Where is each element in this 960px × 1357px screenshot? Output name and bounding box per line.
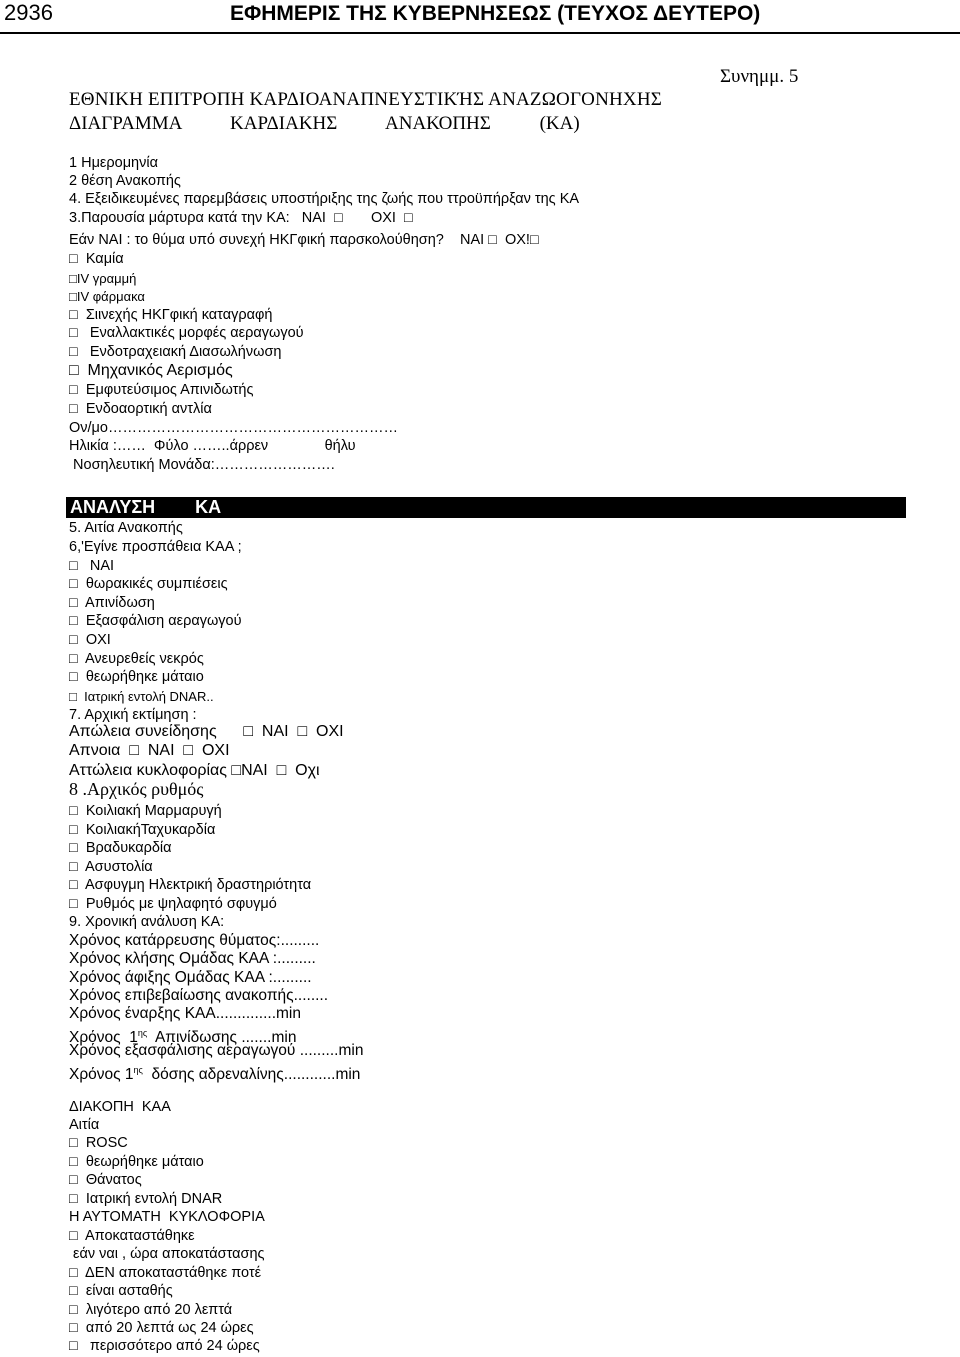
prior-interventions-heading: 4. Εξειδικευμένες παρεμβάσεις υποστήριξης της ζωής που ττροϋπήρξαν της ΚΑ (69, 191, 580, 207)
option-more-24h: □ περισσότερο από 24 ώρες (69, 1338, 260, 1354)
option-vt: □ ΚοιλιακήΤαχυκαρδία (69, 822, 216, 838)
option-dnar: □ Ιατρική εντολή DNAR.. (69, 689, 214, 704)
option-continuous-ecg: □ Σιινεχής ΗΚΓφική καταγραφή (69, 307, 273, 323)
option-bradycardia: □ Βραδυκαρδία (69, 840, 172, 856)
option-restored: □ Αποκαταστάθηκε (69, 1228, 195, 1244)
initial-assessment-heading: 7. Αρχική εκτίμηση : (69, 707, 197, 723)
cpr-start-time-field: Χρόνος έναρξης ΚΑΑ..............min (69, 1005, 301, 1022)
option-iv-drugs: □IV φάρμακα (69, 289, 145, 304)
analysis-section-title: ΑΝΑΛΥΣΗ ΚΑ (70, 497, 222, 517)
cpr-termination-heading: ΔΙΑΚΟΠΗ ΚΑΑ (69, 1099, 171, 1115)
cause-label: Αιτία (69, 1117, 100, 1133)
option-unstable: □ είναι ασταθής (69, 1283, 173, 1299)
loss-of-circulation-question: Αττώλεια κυκλοφορίας □ΝΑΙ □ Οχι (69, 762, 320, 779)
option-rosc: □ ROSC (69, 1135, 128, 1151)
option-less-20-min: □ λιγότερο από 20 λεπτά (69, 1302, 233, 1318)
committee-title: ΕΘΝΙΚΗ ΕΠΙΤΡΟΠΗ ΚΑΡΔΙΟΑΝΑΠΝΕΥΣΤΙΚΉΣ ΑΝΑΖΩΟΓΟΝΗΧΗΣ (69, 89, 663, 110)
confirmation-time-field: Χρόνος επιβεβαίωσης ανακοπής........ (69, 987, 329, 1004)
call-time-field: Χρόνος κλήσης Ομάδας ΚΑΑ :......... (69, 950, 316, 967)
first-defibrillation-label: Χρόνος 1 (69, 1029, 138, 1047)
ward-field: Νοσηλευτική Μονάδα:……………………. (69, 457, 335, 473)
witness-question: 3.Παρουσία μάρτυρα κατά την ΚΑ: ΝΑΙ □ ΟΧΙ □ (69, 210, 413, 226)
option-defibrillation: □ Απινίδωση (69, 595, 155, 611)
option-iv-line: □IV γραμμή (69, 271, 137, 286)
page-number: 2936 (4, 0, 53, 25)
option-mechanical-ventilation: □ Μηχανικός Αερισμός (69, 362, 233, 379)
option-airway: □ Εξασφάλιση αεραγωγού (69, 613, 242, 629)
option-alternative-airway: □ Εναλλακτικές μορφές αεραγωγού (69, 325, 304, 341)
loss-of-consciousness-question: Απώλεια συνείδησης □ ΝΑΙ □ ΟΧΙ (69, 723, 344, 740)
option-pulse-rhythm: □ Ρυθμός με ψηλαφητό σφυγμό (69, 896, 277, 912)
page-header (0, 0, 960, 30)
header-rule (0, 32, 960, 34)
option-20min-24h: □ από 20 λεπτά ως 24 ώρες (69, 1320, 254, 1336)
option-never-restored: □ ΔΕΝ αποκαταστάθηκε ποτέ (69, 1265, 262, 1281)
name-field: Ον/μο…………………………………………………… (69, 420, 398, 436)
option-chest-compressions: □ θωρακικές συμπιέσεις (69, 576, 228, 592)
option-intubation: □ Ενδοτραχειακή Διασωλήνωση (69, 344, 282, 360)
option-death: □ Θάνατος (69, 1172, 142, 1188)
option-yes: □ ΝΑΙ (69, 558, 115, 574)
adrenaline-time-field (69, 1061, 360, 1084)
form-title: ΔΙΑΓΡΑΜΜΑ ΚΑΡΔΙΑΚΗΣ ΑΝΑΚΟΠΗΣ (ΚΑ) (69, 113, 580, 134)
apnea-question: Απνοια □ ΝΑΙ □ ΟΧΙ (69, 742, 230, 759)
option-pea: □ Ασφυγμη Ηλεκτρική δραστηριότητα (69, 877, 312, 893)
option-aortic-pump: □ Ενδοαορτική αντλία (69, 401, 212, 417)
analysis-section-bar (66, 497, 906, 518)
spontaneous-circulation-heading: Η ΑΥΤΟΜΑΤΗ ΚΥΚΛΟΦΟΡΙΑ (69, 1209, 265, 1225)
arrival-time-field: Χρόνος άφιξης Ομάδας ΚΑΑ :......... (69, 969, 312, 986)
ordinal-suffix: ης (133, 1065, 143, 1075)
initial-rhythm-heading: 8 .Αρχικός ρυθμός (69, 779, 204, 799)
ordinal-suffix: ης (137, 1028, 148, 1038)
option-found-dead: □ Ανευρεθείς νεκρός (69, 651, 204, 667)
cause-of-arrest: 5. Αιτία Ανακοπής (69, 520, 183, 536)
first-defibrillation-rest: Απινίδωσης .......min (147, 1029, 297, 1047)
option-futile: □ θεωρήθηκε μάταιο (69, 669, 204, 685)
option-no: □ ΟΧΙ (69, 632, 111, 648)
option-futile-termination: □ θεωρήθηκε μάταιο (69, 1154, 204, 1170)
option-asystole: □ Ασυστολία (69, 859, 153, 875)
arrest-location-field: 2 θέση Ανακοπής (69, 173, 181, 189)
option-dnar-termination: □ Ιατρική εντολή DNAR (69, 1191, 223, 1207)
collapse-time-field: Χρόνος κατάρρευσης θύματος:......... (69, 932, 320, 949)
option-vf: □ Κοιλιακή Μαρμαρυγή (69, 803, 222, 819)
time-analysis-heading: 9. Χρονική ανάλυση ΚΑ: (69, 914, 225, 930)
age-sex-field: Ηλικία :…… Φύλο ……..άρρεν θήλυ (69, 438, 356, 454)
appendix-label: Συνημμ. 5 (720, 66, 799, 87)
adrenaline-label: Χρόνος 1 (69, 1066, 134, 1084)
gazette-title: ΕΦΗΜΕΡΙΣ ΤΗΣ ΚΥΒΕΡΝΗΣΕΩΣ (ΤΕΥΧΟΣ ΔΕΥΤΕΡΟ) (230, 2, 761, 25)
ecg-monitoring-question: Εάν ΝΑΙ : το θύμα υπό συνεχή ΗΚΓφική παρσκολούθηση? ΝΑΙ □ ΟΧ!□ (69, 232, 539, 248)
restoration-time-field: εάν ναι , ώρα αποκατάστασης (69, 1246, 265, 1262)
airway-time-field: Χρόνος εξασφάλισης αεραγωγού .........min (69, 1042, 364, 1059)
option-none: □ Καμία (69, 251, 124, 267)
adrenaline-rest: δόσης αδρεναλίνης............min (142, 1066, 361, 1084)
resuscitation-attempted-question: 6,'Εγίνε προσπάθεια ΚΑΑ ; (69, 539, 242, 555)
option-implanted-defibrillator: □ Εμφυτεύσιμος Απινιδωτής (69, 382, 254, 398)
date-field: 1 Ημερομηνία (69, 155, 158, 171)
